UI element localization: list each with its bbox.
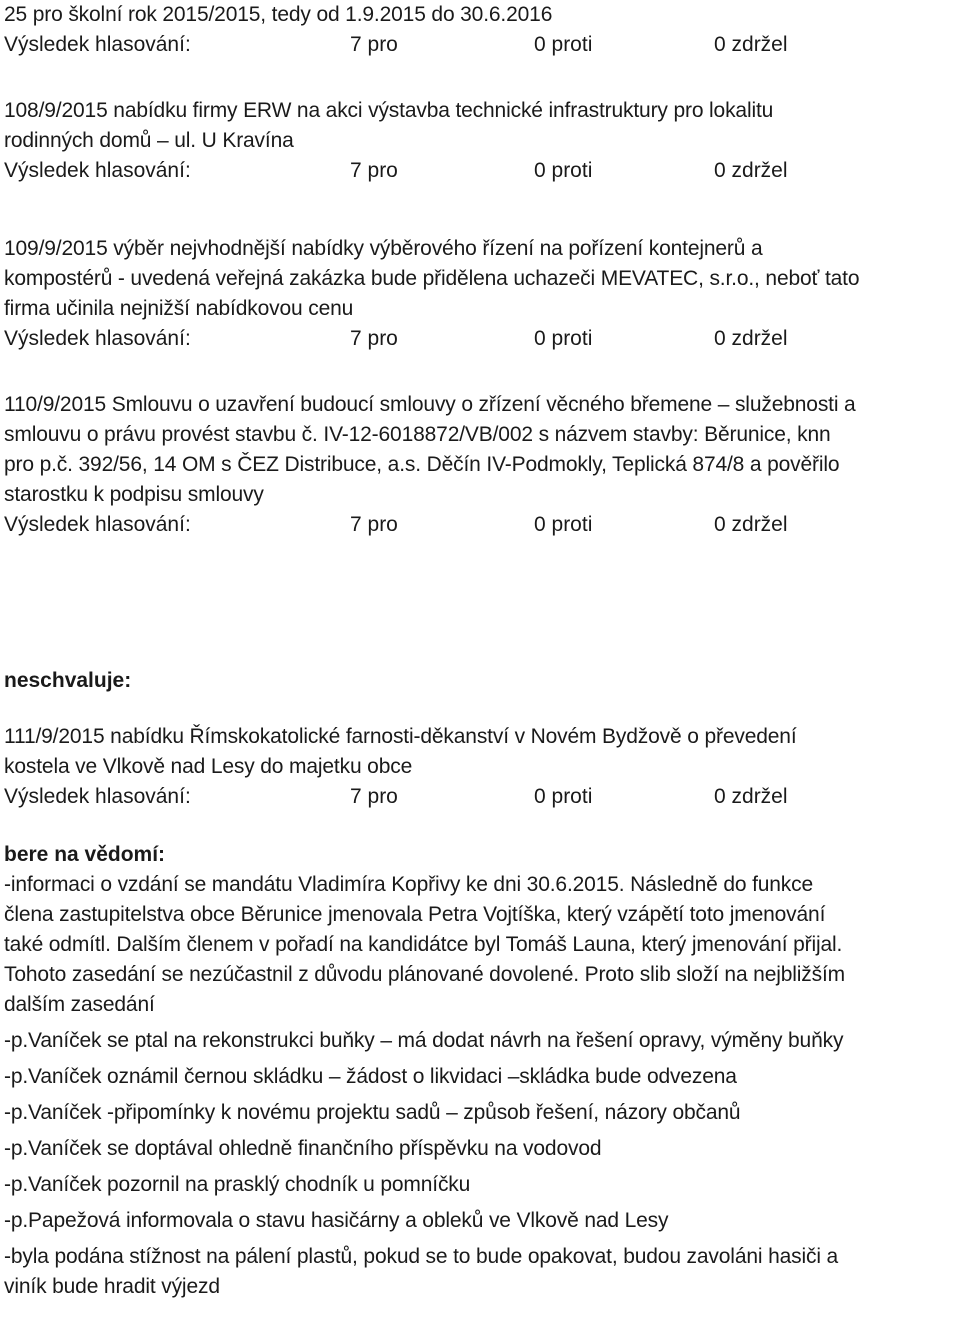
- vote-label: Výsledek hlasování:: [4, 327, 191, 350]
- vote-proti: 0 proti: [534, 33, 593, 56]
- vote-label: Výsledek hlasování:: [4, 33, 191, 56]
- intro-line: 25 pro školní rok 2015/2015, tedy od 1.9.2015 do 30.6.2016: [4, 3, 553, 26]
- item-108-line: rodinných domů – ul. U Kravína: [4, 129, 294, 152]
- note-line: -p.Vaníček -připomínky k novému projektu sadů – způsob řešení, názory občanů: [4, 1101, 741, 1124]
- note-line: -p.Vaníček pozornil na prasklý chodník u pomníčku: [4, 1173, 471, 1196]
- vote-pro: 7 pro: [350, 159, 398, 182]
- bere-na-vedomi-heading: bere na vědomí:: [4, 843, 166, 866]
- note-line: -p.Vaníček se doptával ohledně finančního příspěvku na vodovod: [4, 1137, 602, 1160]
- vote-zdrzel: 0 zdržel: [714, 33, 788, 56]
- vote-proti: 0 proti: [534, 327, 593, 350]
- vote-zdrzel: 0 zdržel: [714, 785, 788, 808]
- item-111-line: 111/9/2015 nabídku Římskokatolické farnosti-děkanství v Novém Bydžově o převedení: [4, 725, 797, 748]
- item-109-line: kompostérů - uvedená veřejná zakázka bude přidělena uchazeči MEVATEC, s.r.o., neboť tato: [4, 267, 860, 290]
- vote-result-row: [4, 156, 956, 186]
- vote-pro: 7 pro: [350, 33, 398, 56]
- note-line: -byla podána stížnost na pálení plastů, pokud se to bude opakovat, budou zavoláni hasiči a: [4, 1245, 839, 1268]
- bere-line: dalším zasedání: [4, 993, 155, 1016]
- vote-result-row: [4, 782, 956, 812]
- vote-zdrzel: 0 zdržel: [714, 513, 788, 536]
- bere-line: člena zastupitelstva obce Běrunice jmenovala Petra Vojtíška, který vzápětí toto jmenování: [4, 903, 826, 926]
- item-110-line: starostku k podpisu smlouvy: [4, 483, 264, 506]
- note-line: -p.Vaníček se ptal na rekonstrukci buňky – má dodat návrh na řešení opravy, výměny buňky: [4, 1029, 844, 1052]
- bere-line: -informaci o vzdání se mandátu Vladimíra Kopřivy ke dni 30.6.2015. Následně do funkce: [4, 873, 814, 896]
- note-line: -p.Papežová informovala o stavu hasičárny a obleků ve Vlkově nad Lesy: [4, 1209, 669, 1232]
- vote-zdrzel: 0 zdržel: [714, 159, 788, 182]
- vote-result-row: [4, 324, 956, 354]
- vote-proti: 0 proti: [534, 159, 593, 182]
- vote-result-row: [4, 30, 956, 60]
- item-109-line: 109/9/2015 výběr nejvhodnější nabídky výběrového řízení na pořízení kontejnerů a: [4, 237, 763, 260]
- item-110-line: smlouvu o právu provést stavbu č. IV-12-6018872/VB/002 s názvem stavby: Běrunice, knn: [4, 423, 831, 446]
- document-page: [4, 0, 956, 1302]
- vote-result-row: [4, 510, 956, 540]
- vote-pro: 7 pro: [350, 513, 398, 536]
- vote-label: Výsledek hlasování:: [4, 785, 191, 808]
- vote-label: Výsledek hlasování:: [4, 513, 191, 536]
- note-line: -p.Vaníček oznámil černou skládku – žádost o likvidaci –skládka bude odvezena: [4, 1065, 737, 1088]
- vote-proti: 0 proti: [534, 513, 593, 536]
- vote-proti: 0 proti: [534, 785, 593, 808]
- vote-pro: 7 pro: [350, 327, 398, 350]
- item-108-line: 108/9/2015 nabídku firmy ERW na akci výstavba technické infrastruktury pro lokalitu: [4, 99, 774, 122]
- note-line: viník bude hradit výjezd: [4, 1275, 220, 1298]
- neschvaluje-heading: neschvaluje:: [4, 669, 132, 692]
- vote-label: Výsledek hlasování:: [4, 159, 191, 182]
- item-109-line: firma učinila nejnižší nabídkovou cenu: [4, 297, 354, 320]
- item-110-line: pro p.č. 392/56, 14 OM s ČEZ Distribuce, a.s. Děčín IV-Podmokly, Teplická 874/8 a pověřilo: [4, 453, 840, 476]
- vote-pro: 7 pro: [350, 785, 398, 808]
- vote-zdrzel: 0 zdržel: [714, 327, 788, 350]
- bere-line: Tohoto zasedání se nezúčastnil z důvodu plánované dovolené. Proto slib složí na nejbližším: [4, 963, 846, 986]
- bere-line: také odmítl. Dalším členem v pořadí na kandidátce byl Tomáš Launa, který jmenování přijal.: [4, 933, 843, 956]
- item-110-line: 110/9/2015 Smlouvu o uzavření budoucí smlouvy o zřízení věcného břemene – služebnosti a: [4, 393, 856, 416]
- item-111-line: kostela ve Vlkově nad Lesy do majetku obce: [4, 755, 413, 778]
